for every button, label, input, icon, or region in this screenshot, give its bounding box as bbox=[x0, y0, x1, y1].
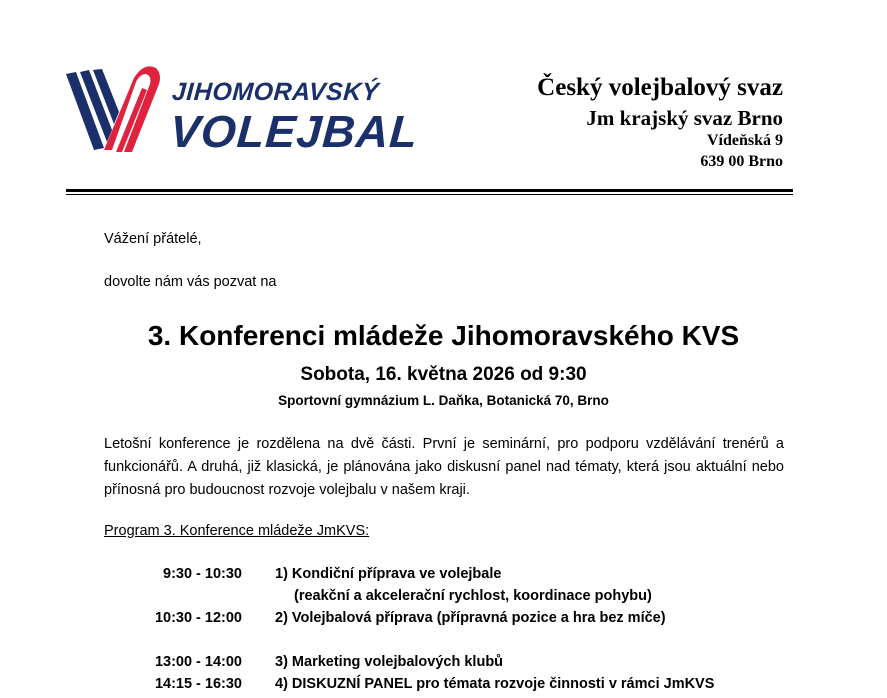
org-city: 639 00 Brno bbox=[700, 153, 783, 170]
program-row bbox=[104, 610, 804, 632]
program-item: 1) Kondiční příprava ve volejbale bbox=[275, 566, 502, 582]
org-branch: Jm krajský svaz Brno bbox=[586, 106, 783, 130]
program-item: 4) DISKUZNÍ PANEL pro témata rozvoje činnosti v rámci JmKVS bbox=[275, 676, 715, 692]
program-time: 14:15 - 16:30 bbox=[154, 676, 242, 692]
event-date: Sobota, 16. května 2026 od 9:30 bbox=[300, 364, 587, 385]
program-row bbox=[104, 588, 804, 610]
event-venue: Sportovní gymnázium L. Daňka, Botanická 70, Brno bbox=[278, 393, 609, 408]
header-divider-thin bbox=[66, 194, 793, 195]
logo-text-top: JIHOMORAVSKÝ bbox=[171, 78, 380, 106]
intro: dovolte nám vás pozvat na bbox=[104, 274, 277, 290]
org-name: Český volejbalový svaz bbox=[537, 74, 783, 101]
program-row bbox=[104, 566, 804, 588]
program-time: 13:00 - 14:00 bbox=[154, 654, 242, 670]
program-time: 9:30 - 10:30 bbox=[163, 566, 242, 582]
logo-mark-icon bbox=[64, 60, 164, 155]
event-title: 3. Konferenci mládeže Jihomoravského KVS bbox=[147, 320, 740, 351]
org-street: Vídeňská 9 bbox=[706, 132, 783, 149]
program-item: 3) Marketing volejbalových klubů bbox=[275, 654, 504, 670]
program-time: 10:30 - 12:00 bbox=[154, 610, 242, 626]
program-item: (reakční a akcelerační rychlost, koordinace pohybu) bbox=[294, 588, 652, 604]
program-heading: Program 3. Konference mládeže JmKVS: bbox=[104, 523, 370, 539]
program-item: 2) Volejbalová příprava (přípravná pozice a hra bez míče) bbox=[275, 610, 666, 626]
program-row bbox=[104, 676, 804, 698]
program-row bbox=[104, 654, 804, 676]
logo-text-bottom: VOLEJBAL bbox=[168, 106, 420, 157]
intro-paragraph: Letošní konference je rozdělena na dvě části. První je seminární, pro podporu vzdělávání trenérů a funkcionářů. A druhá, již klasická, je plánována jako diskusní panel nad tématy, která jsou aktuální nebo přínosná pro budoucnost rozvoje volejbalu v našem kraji. bbox=[104, 436, 784, 498]
header-divider-thick bbox=[66, 189, 793, 192]
salutation: Vážení přátelé, bbox=[104, 231, 202, 247]
